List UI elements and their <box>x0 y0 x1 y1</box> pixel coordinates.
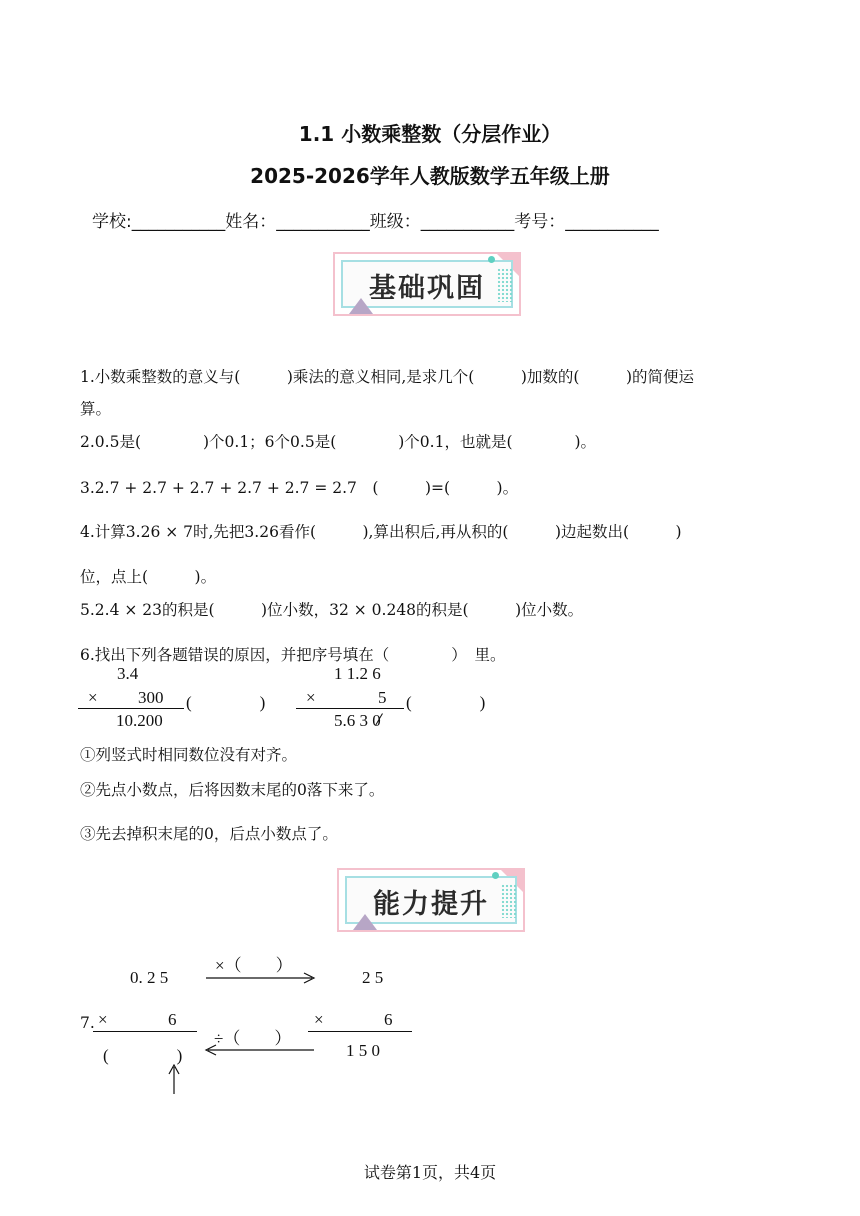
q7-mid-arrow-label: ÷（ ） <box>214 1029 292 1048</box>
section-title-basic: 基础巩固 <box>369 273 485 304</box>
q7-left-multiplier: 6 <box>168 1010 177 1029</box>
calc-b-top: 1 1.2 6 <box>334 664 381 683</box>
calc-b-operator: × <box>306 688 316 707</box>
question-4-line2: 位，点上( )。 <box>80 568 217 586</box>
q7-right-result: 1 5 0 <box>346 1041 380 1060</box>
calc-a-operator: × <box>88 688 98 707</box>
banner-dot-icon <box>492 872 499 879</box>
question-6: 6.找出下列各题错误的原因，并把序号填在（ ） 里。 <box>80 646 506 664</box>
q7-right-multiplier: 6 <box>384 1010 393 1029</box>
q7-start-value: 0. 2 5 <box>130 968 169 987</box>
section-title-advanced: 能力提升 <box>373 889 489 920</box>
page-footer: 试卷第1页，共4页 <box>363 1163 497 1182</box>
q7-top-right-value: 2 5 <box>362 968 384 987</box>
calc-b-rule <box>296 708 404 709</box>
option-3: ③先去掉积末尾的0，后点小数点了。 <box>80 825 338 843</box>
q7-left-result: ( ) <box>103 1046 183 1065</box>
calc-a-result: 10.200 <box>116 711 163 730</box>
q7-right-rule <box>308 1031 412 1032</box>
section-banner-advanced <box>337 868 525 932</box>
q7-right-operator: × <box>314 1010 324 1029</box>
left-arrow-icon <box>204 1044 316 1056</box>
calc-b-multiplier: 5 <box>378 688 387 707</box>
question-3: 3.2.7 + 2.7 + 2.7 + 2.7 + 2.7 = 2.7 ( )=( )。 <box>80 479 519 497</box>
calc-b-result: 5.6 3 0 <box>334 711 381 730</box>
right-arrow-icon <box>206 972 318 984</box>
option-1: ①列竖式时相同数位没有对齐。 <box>80 746 298 764</box>
calc-b-answer-paren: ( ) <box>406 693 486 712</box>
q7-top-arrow-label: ×（ ） <box>215 956 293 975</box>
question-2: 2.0.5是( )个0.1；6个0.5是( )个0.1，也就是( )。 <box>80 433 597 451</box>
student-info-line: 学校:___________姓名：___________班级：___________考号：___________ <box>92 212 659 232</box>
calc-a-top: 3.4 <box>117 664 139 683</box>
page-title: 1.1 小数乘整数（分层作业） <box>298 122 562 146</box>
calc-a-multiplier: 300 <box>138 688 164 707</box>
up-arrow-icon <box>168 1064 180 1094</box>
question-1-line1: 1.小数乘整数的意义与( )乘法的意义相同,是求几个( )加数的( )的简便运 <box>80 368 695 386</box>
calc-a-answer-paren: ( ) <box>186 693 266 712</box>
q7-left-rule <box>93 1031 197 1032</box>
q7-number: 7. <box>80 1014 95 1032</box>
question-1-line2: 算。 <box>80 400 112 418</box>
page-subtitle: 2025-2026学年人教版数学五年级上册 <box>250 164 610 188</box>
calc-a-rule <box>78 708 184 709</box>
section-banner-basic <box>333 252 521 316</box>
option-2: ②先点小数点，后将因数末尾的0落下来了。 <box>80 781 385 799</box>
banner-dot-icon <box>488 256 495 263</box>
question-5: 5.2.4 × 23的积是( )位小数，32 × 0.248的积是( )位小数。 <box>80 601 584 619</box>
question-4-line1: 4.计算3.26 × 7时,先把3.26看作( ),算出积后,再从积的( )边起数出( ) <box>80 523 682 541</box>
q7-left-operator: × <box>98 1010 108 1029</box>
